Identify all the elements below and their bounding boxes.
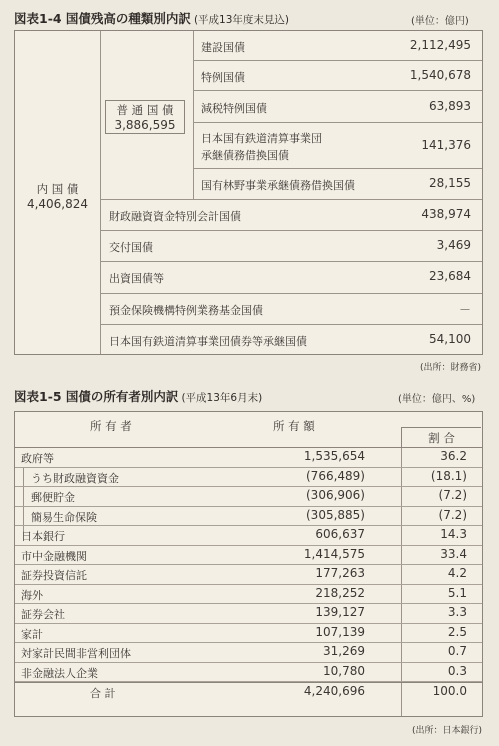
table1-title: 図表1-4 国債残高の種類別内訳 xyxy=(14,11,191,26)
total-ratio: 100.0 xyxy=(432,684,467,698)
table-row xyxy=(15,604,482,624)
row-ratio: 33.4 xyxy=(440,546,467,561)
row-ratio: 0.3 xyxy=(447,663,467,678)
t1-hline xyxy=(193,122,482,123)
row-label: 証券投資信託 xyxy=(21,569,87,582)
row-amount: 606,637 xyxy=(315,527,365,541)
table2-source: (出所：日本銀行) xyxy=(412,726,483,736)
row-amount: 107,139 xyxy=(315,624,365,639)
t2-header-ratio: 割 合 xyxy=(401,427,481,448)
t1-hline xyxy=(100,230,482,231)
table-row xyxy=(15,663,482,683)
t2-header-amount: 所 有 額 xyxy=(273,419,315,433)
t1-hline xyxy=(193,90,482,91)
row-label: 非金融法人企業 xyxy=(21,666,98,680)
row-label: 証券会社 xyxy=(21,608,65,621)
table2-title: 図表1-5 国債の所有者別内訳 xyxy=(14,389,179,404)
row-amount: 1,414,575 xyxy=(303,546,365,561)
row-label: 対家計民間非営利団体 xyxy=(21,647,131,660)
table-row xyxy=(15,624,482,644)
t1-hline xyxy=(193,60,482,61)
t1-item-label: 日本国有鉄道清算事業団債券等承継国債 xyxy=(109,335,307,348)
domestic-bonds-label: 内 国 債 xyxy=(36,182,79,196)
table1-source: (出所：財務省) xyxy=(420,363,482,373)
table-row xyxy=(15,487,482,507)
row-ratio: 0.7 xyxy=(447,644,467,658)
row-label: 日本銀行 xyxy=(21,530,65,543)
table1-grid xyxy=(14,30,483,355)
t1-item-value: 438,974 xyxy=(421,207,471,221)
t1-item-label: 交付国債 xyxy=(109,241,153,254)
table1-subtitle: (平成13年度末見込) xyxy=(193,14,289,26)
total-row xyxy=(15,682,482,702)
t1-item-label: 預金保険機構特例業務基金国債 xyxy=(109,304,263,317)
table2-unit: (単位：億円、%) xyxy=(398,394,476,405)
t1-hline xyxy=(100,199,482,200)
domestic-bonds-cell xyxy=(15,181,100,211)
row-amount: 31,269 xyxy=(323,644,365,658)
t1-item-value: 63,893 xyxy=(429,99,471,113)
t1-item-value: 28,155 xyxy=(429,176,471,190)
table-row xyxy=(15,468,482,488)
t1-item-value: － xyxy=(458,303,471,317)
t1-item-value: 23,684 xyxy=(429,269,471,283)
t1-item-label: 国有林野事業承継債務借換国債 xyxy=(201,179,355,192)
row-amount: 139,127 xyxy=(315,605,365,619)
t1-item-label: 日本国有鉄道清算事業団 xyxy=(201,132,322,145)
row-ratio: 36.2 xyxy=(440,449,467,463)
t1-hline xyxy=(193,168,482,169)
t1-hline xyxy=(100,324,482,325)
row-ratio: 4.2 xyxy=(447,566,467,580)
t1-item-label: 建設国債 xyxy=(201,41,245,54)
table2-title-block xyxy=(14,387,262,405)
row-label: 海外 xyxy=(21,588,43,602)
row-label: 簡易生命保険 xyxy=(31,510,97,524)
table1-title-block xyxy=(14,9,289,27)
row-amount: (305,885) xyxy=(306,507,365,522)
t1-hline xyxy=(100,293,482,294)
t2-header-holder: 所 有 者 xyxy=(90,419,132,433)
total-label: 合 計 xyxy=(90,687,116,700)
row-label: 郵便貯金 xyxy=(31,491,75,504)
row-ratio: 2.5 xyxy=(447,624,467,639)
row-ratio: 5.1 xyxy=(447,585,467,600)
row-amount: 218,252 xyxy=(315,585,365,600)
t1-item-value: 3,469 xyxy=(436,238,471,252)
table-row xyxy=(15,546,482,566)
row-amount: 177,263 xyxy=(315,566,365,580)
table2-subtitle: (平成13年6月末) xyxy=(181,392,263,404)
row-label: 市中金融機関 xyxy=(21,549,87,563)
t1-divider-col1 xyxy=(100,31,101,354)
total-amount: 4,240,696 xyxy=(303,684,365,698)
table-row xyxy=(15,507,482,527)
t1-item-value: 1,540,678 xyxy=(409,68,471,82)
t1-item-label: 特例国債 xyxy=(201,71,245,84)
t1-item-label: 出資国債等 xyxy=(109,272,164,285)
general-bonds-box xyxy=(105,100,185,134)
table-row xyxy=(15,526,482,546)
t1-hline xyxy=(100,261,482,262)
row-ratio: (7.2) xyxy=(438,488,467,502)
table-row xyxy=(15,585,482,605)
t1-item-value: 54,100 xyxy=(429,332,471,346)
general-bonds-value: 3,886,595 xyxy=(114,118,176,132)
row-label: 政府等 xyxy=(21,452,54,465)
t1-item-label-line2: 承継債務借換国債 xyxy=(201,149,289,162)
row-label: 家計 xyxy=(21,627,43,641)
table-row xyxy=(15,565,482,585)
row-amount: 10,780 xyxy=(323,663,365,678)
general-bonds-label: 普 通 国 債 xyxy=(116,103,174,117)
t1-item-label: 財政融資資金特別会計国債 xyxy=(109,210,241,223)
table-row xyxy=(15,643,482,663)
domestic-bonds-value: 4,406,824 xyxy=(26,197,89,211)
t1-item-label: 減税特例国債 xyxy=(201,102,267,115)
row-ratio: 3.3 xyxy=(447,605,467,619)
table2-grid xyxy=(14,411,483,717)
row-amount: 1,535,654 xyxy=(303,449,365,463)
row-ratio: 14.3 xyxy=(440,527,467,541)
t1-item-value: 141,376 xyxy=(421,138,471,152)
table1-unit: (単位：億円) xyxy=(411,16,469,27)
row-label: うち財政融資資金 xyxy=(31,471,119,485)
row-ratio: (18.1) xyxy=(430,468,467,483)
row-ratio: (7.2) xyxy=(438,507,467,522)
t2-header xyxy=(15,412,482,448)
row-amount: (766,489) xyxy=(306,468,365,483)
t1-divider-col2 xyxy=(193,31,194,199)
row-amount: (306,906) xyxy=(306,488,365,502)
t1-item-value: 2,112,495 xyxy=(409,38,471,52)
table-row xyxy=(15,448,482,468)
